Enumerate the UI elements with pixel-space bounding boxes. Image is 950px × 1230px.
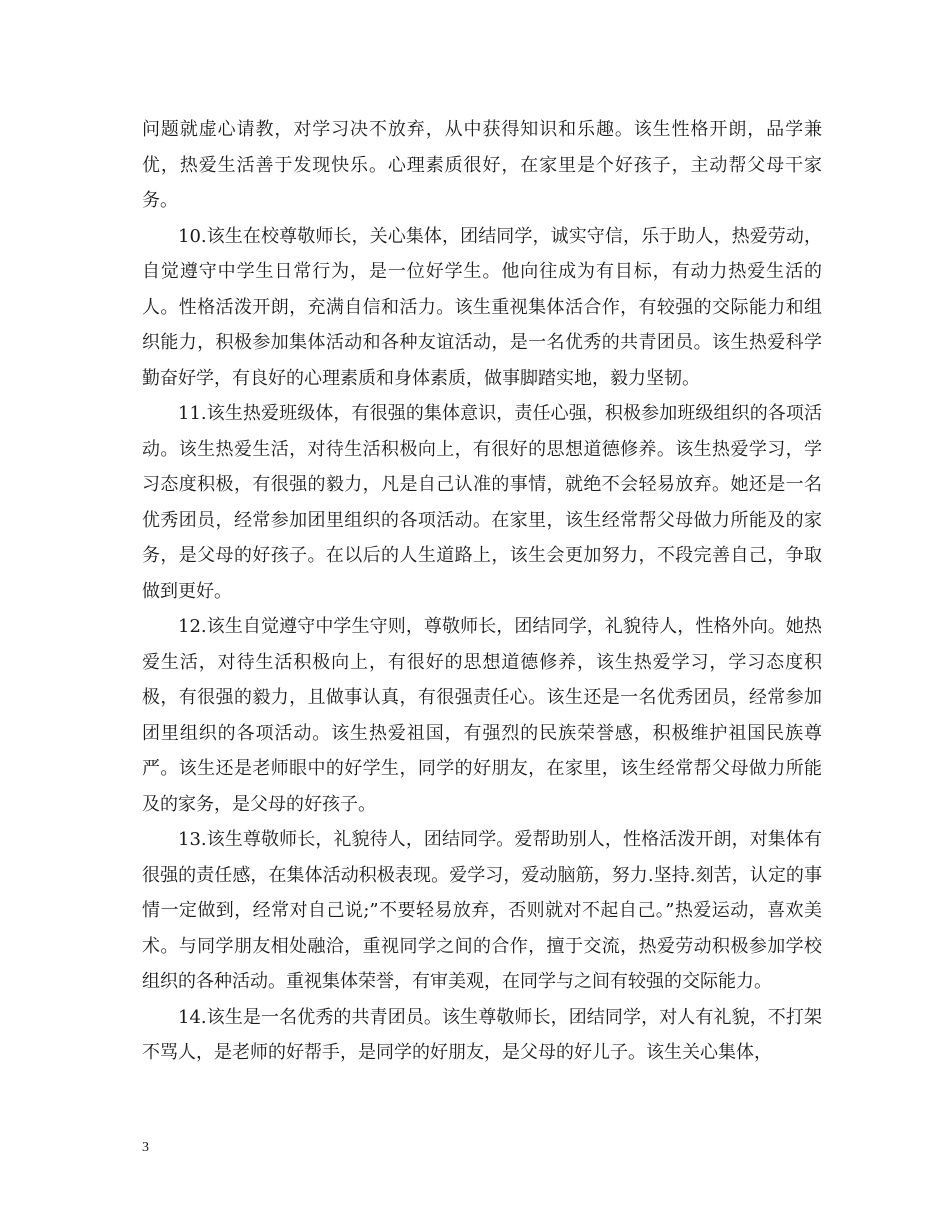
paragraph-item-11: 11.该生热爱班级体，有很强的集体意识，责任心强，积极参加班级组织的各项活动。该生热爱生活，对待生活积极向上，有很好的思想道德修养。该生热爱学习，学习态度积极，有很强的毅力，凡是自己认准的事情，就绝不会轻易放弃。她还是一名优秀团员，经常参加团里组织的各项活动。在家里，该生经常帮父母做力所能及的家务，是父母的好孩子。在以后的人生道路上，该生会更加努力，不段完善自己，争取做到更好。 <box>142 403 822 602</box>
document-body <box>142 112 822 1071</box>
paragraph-continuation: 问题就虚心请教，对学习决不放弃，从中获得知识和乐趣。该生性格开朗，品学兼优，热爱生活善于发现快乐。心理素质很好，在家里是个好孩子，主动帮父母干家务。 <box>142 119 822 211</box>
paragraph-item-14: 14.该生是一名优秀的共青团员。该生尊敬师长，团结同学，对人有礼貌，不打架不骂人，是老师的好帮手，是同学的好朋友，是父母的好儿子。该生关心集体， <box>142 1006 822 1063</box>
paragraph-item-12: 12.该生自觉遵守中学生守则，尊敬师长，团结同学，礼貌待人，性格外向。她热爱生活，对待生活积极向上，有很好的思想道德修养，该生热爱学习，学习态度积极，有很强的毅力，且做事认真，有很强责任心。该生还是一名优秀团员，经常参加团里组织的各项活动。该生热爱祖国，有强烈的民族荣誉感，积极维护祖国民族尊严。该生还是老师眼中的好学生，同学的好朋友，在家里，该生经常帮父母做力所能及的家务，是父母的好孩子。 <box>142 616 822 815</box>
paragraph-item-10: 10.该生在校尊敬师长，关心集体，团结同学，诚实守信，乐于助人，热爱劳动，自觉遵守中学生日常行为，是一位好学生。他向往成为有目标，有动力热爱生活的人。性格活泼开朗，充满自信和活力。该生重视集体活合作，有较强的交际能力和组织能力，积极参加集体活动和各种友谊活动，是一名优秀的共青团员。该生热爱科学勤奋好学，有良好的心理素质和身体素质，做事脚踏实地，毅力坚韧。 <box>142 225 822 389</box>
paragraph-item-13: 13.该生尊敬师长，礼貌待人，团结同学。爱帮助别人，性格活泼开朗，对集体有很强的责任感，在集体活动积极表现。爱学习，爱动脑筋，努力.坚持.刻苦，认定的事情一定做到，经常对自己说;”不要轻易放弃，否则就对不起自己。”热爱运动，喜欢美术。与同学朋友相处融洽，重视同学之间的合作，擅于交流，热爱劳动积极参加学校组织的各种活动。重视集体荣誉，有审美观，在同学与之间有较强的交际能力。 <box>142 829 822 992</box>
page-number: 3 <box>142 1140 149 1155</box>
